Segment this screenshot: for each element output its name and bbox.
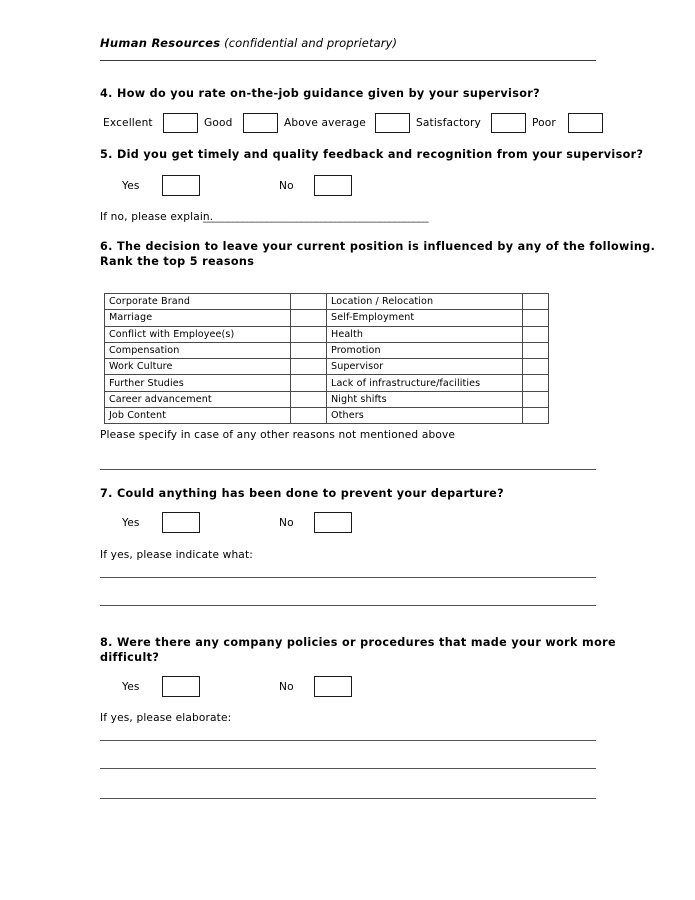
reason-rank-right[interactable] bbox=[523, 326, 549, 342]
reason-rank-left[interactable] bbox=[291, 408, 327, 424]
q7-checkbox-no[interactable] bbox=[314, 512, 352, 533]
q4-checkbox-good[interactable] bbox=[243, 113, 278, 133]
q5-answer-fill-line[interactable]: ______________________________________________ bbox=[203, 211, 429, 223]
question-5-text: 5. Did you get timely and quality feedback and recognition from your supervisor? bbox=[100, 148, 644, 161]
reason-label-left: Marriage bbox=[105, 310, 291, 326]
table-row bbox=[105, 310, 549, 326]
table-row bbox=[105, 408, 549, 424]
q6-specify-note: Please specify in case of any other reasons not mentioned above bbox=[100, 429, 456, 441]
q4-checkbox-poor[interactable] bbox=[568, 113, 603, 133]
reason-rank-right[interactable] bbox=[523, 294, 549, 310]
reason-rank-right[interactable] bbox=[523, 310, 549, 326]
q6-answer-line-1[interactable] bbox=[100, 469, 596, 470]
q7-answer-line-1[interactable] bbox=[100, 577, 596, 578]
question-8-text-line2: difficult? bbox=[100, 651, 160, 664]
q8-answer-line-1[interactable] bbox=[100, 740, 596, 741]
table-row bbox=[105, 326, 549, 342]
reason-label-right: Lack of infrastructure/facilities bbox=[327, 375, 523, 391]
reason-rank-left[interactable] bbox=[291, 310, 327, 326]
reasons-rank-table bbox=[104, 293, 549, 424]
table-row bbox=[105, 342, 549, 358]
q7-label-yes: Yes bbox=[122, 517, 140, 529]
reason-label-left: Further Studies bbox=[105, 375, 291, 391]
q8-answer-line-2[interactable] bbox=[100, 768, 596, 769]
q4-option-label-above-average: Above average bbox=[284, 117, 366, 129]
q8-answer-line-3[interactable] bbox=[100, 798, 596, 799]
reason-rank-left[interactable] bbox=[291, 375, 327, 391]
document-header bbox=[100, 36, 596, 50]
reason-rank-left[interactable] bbox=[291, 359, 327, 375]
q8-label-yes: Yes bbox=[122, 681, 140, 693]
question-4-text: 4. How do you rate on-the-job guidance given by your supervisor? bbox=[100, 87, 540, 100]
q4-checkbox-satisfactory[interactable] bbox=[491, 113, 526, 133]
q4-option-label-excellent: Excellent bbox=[103, 117, 153, 129]
q4-checkbox-excellent[interactable] bbox=[163, 113, 198, 133]
q8-label-no: No bbox=[279, 681, 294, 693]
reason-label-right: Location / Relocation bbox=[327, 294, 523, 310]
q4-option-label-satisfactory: Satisfactory bbox=[416, 117, 481, 129]
header-divider bbox=[100, 60, 596, 61]
table-row bbox=[105, 375, 549, 391]
reason-rank-left[interactable] bbox=[291, 326, 327, 342]
reason-rank-right[interactable] bbox=[523, 391, 549, 407]
reason-rank-right[interactable] bbox=[523, 408, 549, 424]
q7-label-no: No bbox=[279, 517, 294, 529]
q5-label-no: No bbox=[279, 180, 294, 192]
reason-label-right: Health bbox=[327, 326, 523, 342]
question-7-text: 7. Could anything has been done to prevent your departure? bbox=[100, 487, 504, 500]
reason-rank-right[interactable] bbox=[523, 375, 549, 391]
reason-label-left: Compensation bbox=[105, 342, 291, 358]
q7-answer-line-2[interactable] bbox=[100, 605, 596, 606]
q4-checkbox-above-average[interactable] bbox=[375, 113, 410, 133]
q5-followup-label: If no, please explain. bbox=[100, 211, 214, 223]
reason-label-left: Corporate Brand bbox=[105, 294, 291, 310]
q5-label-yes: Yes bbox=[122, 180, 140, 192]
question-6-text-line2: Rank the top 5 reasons bbox=[100, 255, 255, 268]
reason-rank-left[interactable] bbox=[291, 342, 327, 358]
reason-rank-right[interactable] bbox=[523, 359, 549, 375]
table-row bbox=[105, 359, 549, 375]
reason-label-left: Conflict with Employee(s) bbox=[105, 326, 291, 342]
reason-label-right: Others bbox=[327, 408, 523, 424]
question-6-text-line1: 6. The decision to leave your current position is influenced by any of the following. bbox=[100, 240, 656, 253]
header-title-bold: Human Resources bbox=[100, 36, 221, 50]
table-row bbox=[105, 294, 549, 310]
reason-rank-left[interactable] bbox=[291, 391, 327, 407]
q8-checkbox-yes[interactable] bbox=[162, 676, 200, 697]
reasons-rank-table-body bbox=[105, 294, 549, 424]
reason-label-right: Supervisor bbox=[327, 359, 523, 375]
question-8-text-line1: 8. Were there any company policies or procedures that made your work more bbox=[100, 636, 616, 649]
q8-checkbox-no[interactable] bbox=[314, 676, 352, 697]
header-title-row bbox=[100, 36, 596, 50]
q4-option-label-good: Good bbox=[204, 117, 233, 129]
reason-label-left: Work Culture bbox=[105, 359, 291, 375]
reason-label-left: Job Content bbox=[105, 408, 291, 424]
reason-label-left: Career advancement bbox=[105, 391, 291, 407]
q7-checkbox-yes[interactable] bbox=[162, 512, 200, 533]
header-title-italic: (confidential and proprietary) bbox=[224, 36, 398, 50]
reason-rank-right[interactable] bbox=[523, 342, 549, 358]
reason-rank-left[interactable] bbox=[291, 294, 327, 310]
q5-checkbox-no[interactable] bbox=[314, 175, 352, 196]
q5-checkbox-yes[interactable] bbox=[162, 175, 200, 196]
q8-followup-label: If yes, please elaborate: bbox=[100, 712, 232, 724]
q4-option-label-poor: Poor bbox=[532, 117, 556, 129]
table-row bbox=[105, 391, 549, 407]
reason-label-right: Night shifts bbox=[327, 391, 523, 407]
reason-label-right: Promotion bbox=[327, 342, 523, 358]
reason-label-right: Self-Employment bbox=[327, 310, 523, 326]
q7-followup-label: If yes, please indicate what: bbox=[100, 549, 253, 561]
